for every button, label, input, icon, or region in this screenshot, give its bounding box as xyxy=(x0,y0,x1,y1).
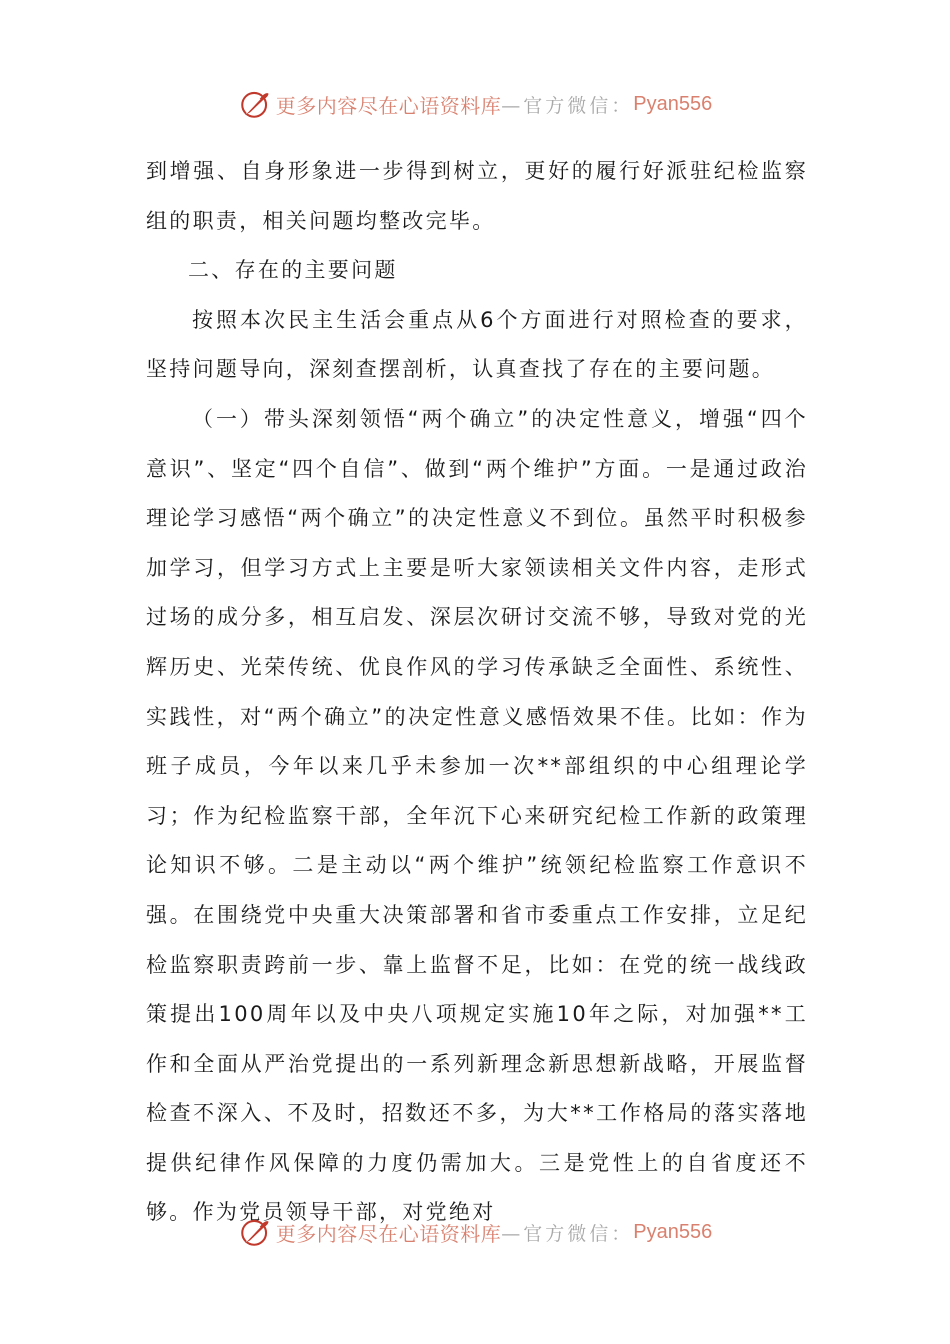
quill-logo-icon xyxy=(238,87,272,121)
header-watermark xyxy=(0,84,950,124)
watermark-wechat-label: —官方微信： xyxy=(501,94,634,117)
document-body xyxy=(146,147,808,1238)
watermark-text: 更多内容尽在心语资料库 xyxy=(275,93,502,118)
watermark-wechat-id: Pyan556 xyxy=(633,92,713,115)
paragraph-continuation: 到增强、自身形象进一步得到树立，更好的履行好派驻纪检监察组的职责，相关问题均整改完毕。 xyxy=(146,159,808,233)
paragraph-item-one: （一）带头深刻领悟“两个确立”的决定性意义，增强“四个意识”、坚定“四个自信”、做到“两个维护”方面。一是通过政治理论学习感悟“两个确立”的决定性意义不到位。虽然平时积极参加学习，但学习方式上主要是听大家领读相关文件内容，走形式过场的成分多，相互启发、深层次研讨交流不够，导致对党的光辉历史、光荣传统、优良作风的学习传承缺乏全面性、系统性、实践性，对“两个确立”的决定性意义感悟效果不佳。比如：作为班子成员，今年以来几乎未参加一次**部组织的中心组理论学习；作为纪检监察干部，全年沉下心来研究纪检工作新的政策理论知识不够。二是主动以“两个维护”统领纪检监察工作意识不强。在围绕党中央重大决策部署和省市委重点工作安排，立足纪检监察职责跨前一步、靠上监督不足，比如：在党的统一战线政策提出100周年以及中央八项规定实施10年之际，对加强**工作和全面从严治党提出的一系列新理念新思想新战略，开展监督检查不深入、不及时，招数还不多，为大**工作格局的落实落地提供纪律作风保障的力度仍需加大。三是党性上的自省度还不够。作为党员领导干部，对党绝对 xyxy=(146,406,808,1225)
footer-watermark xyxy=(0,1212,950,1252)
watermark-wechat-label: —官方微信： xyxy=(501,1222,634,1245)
paragraph-intro: 按照本次民主生活会重点从6个方面进行对照检查的要求，坚持问题导向，深刻查摆剖析，认真查找了存在的主要问题。 xyxy=(146,307,808,382)
quill-logo-icon xyxy=(238,1215,272,1249)
watermark-text: 更多内容尽在心语资料库 xyxy=(275,1221,502,1246)
watermark-wechat-id: Pyan556 xyxy=(633,1220,713,1243)
section-heading: 二、存在的主要问题 xyxy=(188,258,398,283)
